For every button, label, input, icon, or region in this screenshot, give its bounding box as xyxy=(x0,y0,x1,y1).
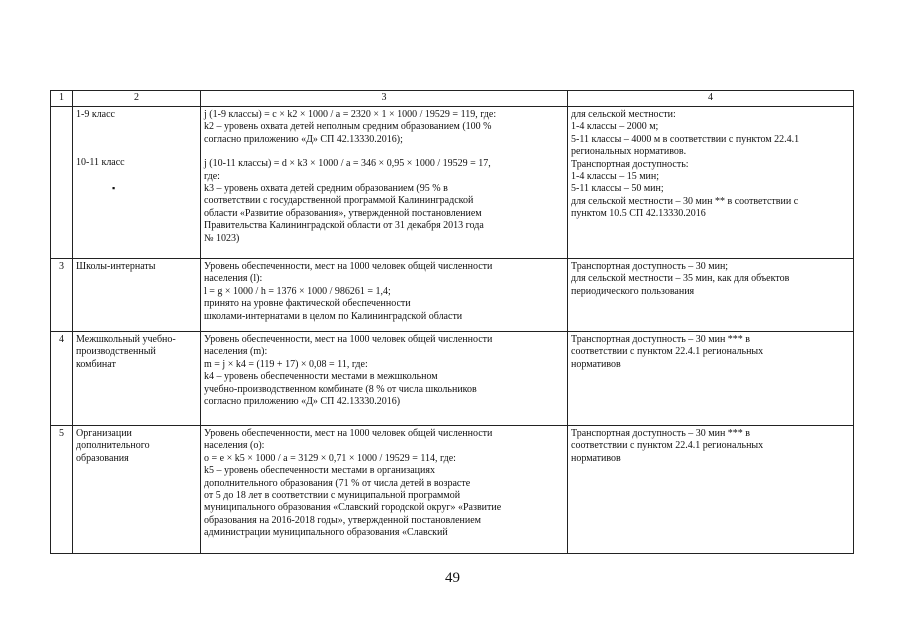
formula-line: области «Развитие образования», утвержденной постановлением xyxy=(204,207,482,219)
stray-mark: ▪ xyxy=(112,182,116,193)
table-row xyxy=(51,259,854,332)
formula-cell xyxy=(201,332,568,426)
table-row xyxy=(51,332,854,426)
facility-name-line: Организации xyxy=(76,428,132,439)
formula-line: j (1-9 классы) = c × k2 × 1000 / a = 2320 × 1 × 1000 / 19529 = 119, где: xyxy=(204,109,497,120)
formula-line: населения (o): xyxy=(204,440,265,452)
row-number: 4 xyxy=(51,332,73,426)
formula-cell xyxy=(201,259,568,332)
accessibility-line: Транспортная доступность – 30 мин; xyxy=(571,261,729,272)
facility-name-line: образования xyxy=(76,452,129,464)
formula-line: k2 – уровень охвата детей неполным средним образованием (100 % xyxy=(204,121,492,133)
facility-name-line: комбинат xyxy=(76,358,116,370)
facility-name-line: 10-11 класс xyxy=(76,157,125,169)
accessibility-line: 1-4 классы – 2000 м; xyxy=(571,121,659,133)
page-number: 49 xyxy=(445,570,460,586)
accessibility-line: 5-11 классы – 4000 м в соответствии с пунктом 22.4.1 xyxy=(571,133,800,145)
formula-line: муниципального образования «Славский городской округ» «Развитие xyxy=(204,502,502,514)
formula-line: Уровень обеспеченности, мест на 1000 человек общей численности xyxy=(204,428,493,439)
formula-line: k3 – уровень охвата детей средним образованием (95 % в xyxy=(204,183,448,195)
formula-line: o = e × k5 × 1000 / a = 3129 × 0,71 × 1000 / 19529 = 114, где: xyxy=(204,452,456,464)
table-row xyxy=(51,426,854,554)
formula-line: l = g × 1000 / h = 1376 × 1000 / 986261 = 1,4; xyxy=(204,285,391,297)
facility-name-line: дополнительного xyxy=(76,440,150,452)
header-cell-4: 4 xyxy=(568,91,854,107)
table-row xyxy=(51,107,854,259)
row-number: 3 xyxy=(51,259,73,332)
formula-line: населения (m): xyxy=(204,346,268,358)
accessibility-line: нормативов xyxy=(571,358,621,370)
formula-line: дополнительного образования (71 % от числа детей в возрасте xyxy=(204,477,471,489)
accessibility-line: пунктом 10.5 СП 42.13330.2016 xyxy=(571,208,706,220)
table-header-row xyxy=(51,91,854,107)
accessibility-cell xyxy=(568,426,854,554)
facility-name-cell xyxy=(73,259,201,332)
row-number: 5 xyxy=(51,426,73,554)
facility-name-cell xyxy=(73,107,201,259)
accessibility-cell xyxy=(568,107,854,259)
formula-line: k5 – уровень обеспеченности местами в организациях xyxy=(204,465,435,477)
header-cell-1: 1 xyxy=(51,91,73,107)
accessibility-line: Транспортная доступность – 30 мин *** в xyxy=(571,334,751,345)
accessibility-line: соответствии с пунктом 22.4.1 региональных xyxy=(571,440,764,452)
accessibility-line: для сельской местности: xyxy=(571,109,676,120)
formula-line: населения (l): xyxy=(204,273,263,285)
formula-cell xyxy=(201,107,568,259)
accessibility-cell xyxy=(568,259,854,332)
formula-line: принято на уровне фактической обеспеченности xyxy=(204,298,411,310)
accessibility-line: Транспортная доступность – 30 мин *** в xyxy=(571,428,751,439)
facility-name-line: Школы-интернаты xyxy=(76,261,156,272)
formula-line: соответствии с государственной программой Калининградской xyxy=(204,195,474,207)
accessibility-line: региональных нормативов. xyxy=(571,146,687,158)
formula-line: k4 – уровень обеспеченности местами в межшкольном xyxy=(204,371,438,383)
accessibility-line: соответствии с пунктом 22.4.1 региональных xyxy=(571,346,764,358)
formula-line: Правительства Калининградской области от 31 декабря 2013 года xyxy=(204,220,484,232)
norms-table xyxy=(50,90,854,554)
formula-line: j (10-11 классы) = d × k3 × 1000 / a = 346 × 0,95 × 1000 / 19529 = 17, xyxy=(204,158,491,170)
accessibility-line: 5-11 классы – 50 мин; xyxy=(571,183,664,195)
facility-name-cell xyxy=(73,332,201,426)
accessibility-line: периодического пользования xyxy=(571,285,695,297)
accessibility-line: нормативов xyxy=(571,452,621,464)
formula-cell xyxy=(201,426,568,554)
formula-line: где: xyxy=(204,170,220,182)
formula-line: администрации муниципального образования «Славский xyxy=(204,527,448,539)
facility-name-line: производственный xyxy=(76,346,156,358)
formula-line: № 1023) xyxy=(204,232,240,244)
formula-line: учебно-производственном комбинате (8 % от числа школьников xyxy=(204,383,477,395)
facility-name-line: 1-9 класс xyxy=(76,109,115,120)
facility-name-cell xyxy=(73,426,201,554)
formula-line: образования на 2016-2018 годы», утвержденной постановлением xyxy=(204,514,482,526)
facility-name-line: Межшкольный учебно- xyxy=(76,334,176,345)
formula-line: согласно приложению «Д» СП 42.13330.2016); xyxy=(204,133,403,145)
formula-line: m = j × k4 = (119 + 17) × 0,08 = 11, где: xyxy=(204,358,368,370)
header-cell-3: 3 xyxy=(201,91,568,107)
formula-line: от 5 до 18 лет в соответствии с муниципальной программой xyxy=(204,490,461,502)
accessibility-line: для сельской местности – 35 мин, как для объектов xyxy=(571,273,790,285)
accessibility-line: 1-4 классы – 15 мин; xyxy=(571,171,660,183)
row-number xyxy=(51,107,73,259)
formula-line: школами-интернатами в целом по Калининградской области xyxy=(204,310,463,322)
formula-line: согласно приложению «Д» СП 42.13330.2016) xyxy=(204,396,401,408)
accessibility-line: для сельской местности – 30 мин ** в соответствии с xyxy=(571,195,799,207)
accessibility-line: Транспортная доступность: xyxy=(571,158,689,170)
accessibility-cell xyxy=(568,332,854,426)
formula-line: Уровень обеспеченности, мест на 1000 человек общей численности xyxy=(204,334,493,345)
formula-line: Уровень обеспеченности, мест на 1000 человек общей численности xyxy=(204,261,493,272)
header-cell-2: 2 xyxy=(73,91,201,107)
